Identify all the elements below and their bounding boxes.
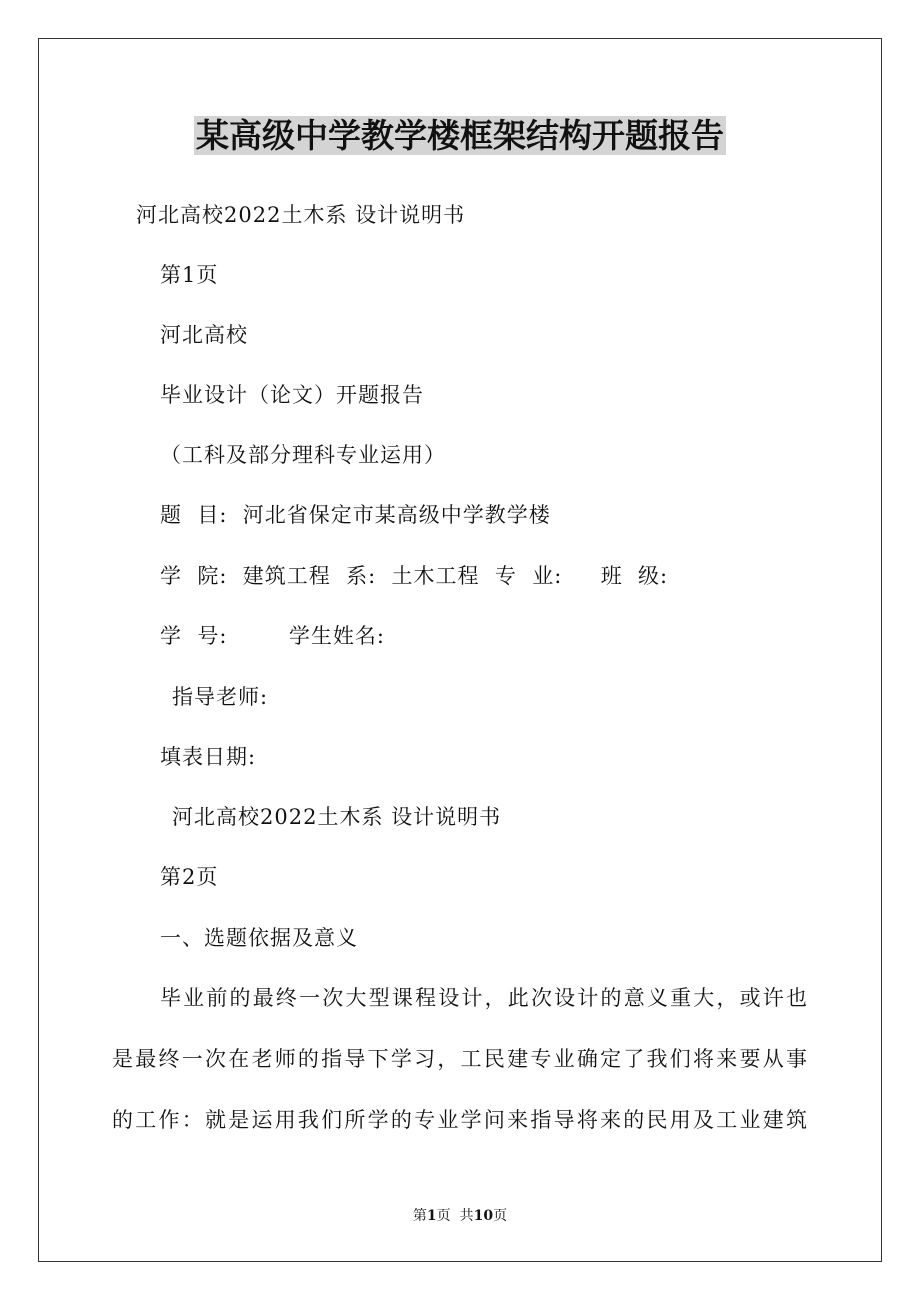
paragraph-line-3: 的工作：就是运用我们所学的专业学问来指导将来的民用及工业建筑 [112,1108,808,1132]
footer-middle: 页 共 [436,1208,474,1224]
page-footer [0,1206,920,1226]
document-title-text: 某高级中学教学楼框架结构开题报告 [196,116,724,155]
footer-suffix: 页 [493,1208,508,1224]
report-heading: 毕业设计（论文）开题报告 [160,383,424,407]
header-line-1: 河北高校2022土木系 设计说明书 [136,203,466,227]
header-line-2: 河北高校2022土木系 设计说明书 [172,805,502,829]
university-name: 河北高校 [160,323,248,347]
body-paragraph [112,968,808,1151]
footer-total-pages: 10 [473,1208,494,1224]
footer-page-number: 1 [426,1208,437,1224]
page-label-1: 第1页 [160,263,219,287]
paragraph-line-2: 是最终一次在老师的指导下学习，工民建专业确定了我们将来要从事 [112,1047,808,1071]
section-heading: 一、选题依据及意义 [160,926,358,950]
document-title [0,112,920,160]
date-line: 填表日期: [160,745,257,769]
college-line: 学 院: 建筑工程 系: 土木工程 专 业: 班 级: [160,564,669,588]
topic-line: 题 目: 河北省保定市某高级中学教学楼 [160,503,551,527]
paragraph-line-1: 毕业前的最终一次大型课程设计，此次设计的意义重大，或许也 [160,986,808,1010]
student-line: 学 号: 学生姓名: [160,624,385,648]
advisor-line: 指导老师: [172,685,269,709]
footer-prefix: 第 [412,1208,427,1224]
report-subheading: （工科及部分理科专业运用） [160,443,446,467]
page-label-2: 第2页 [160,865,219,889]
